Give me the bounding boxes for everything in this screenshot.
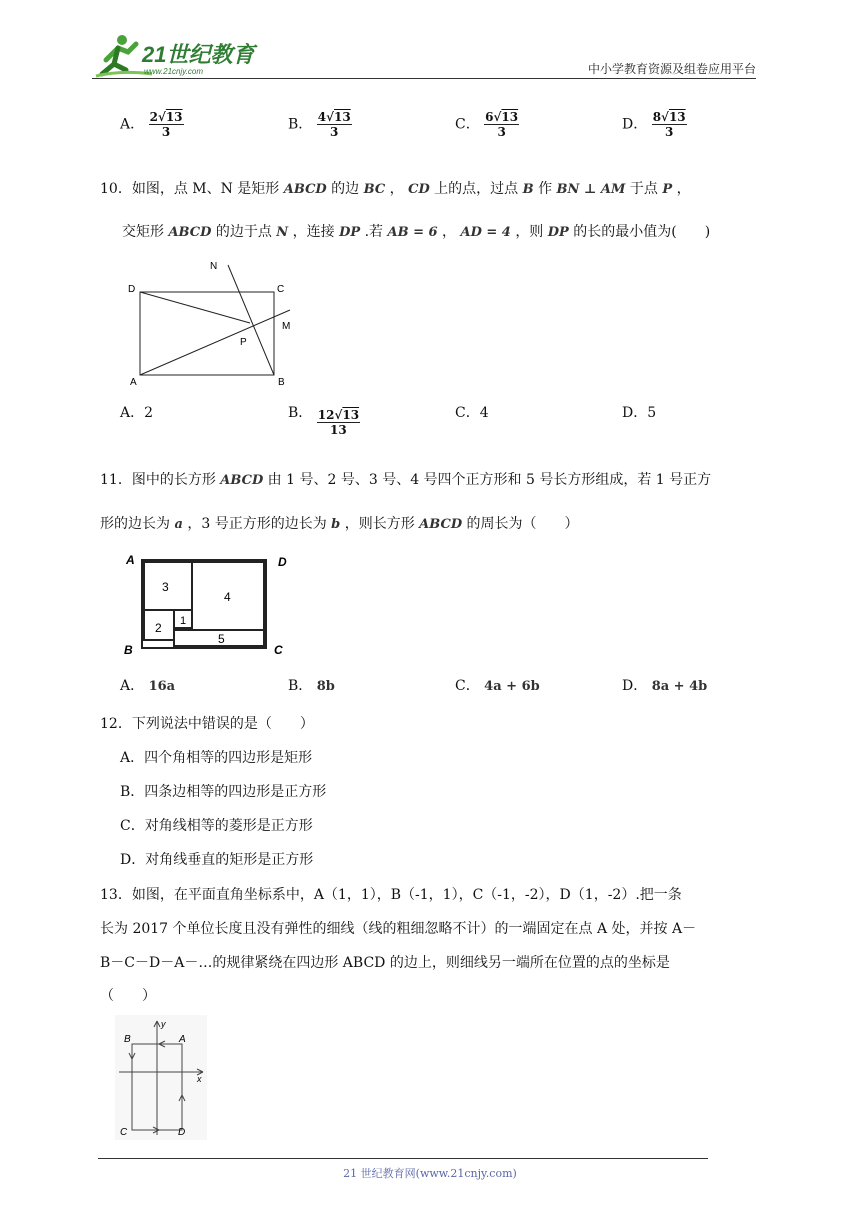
q13-label-d: D [178, 1127, 186, 1138]
q10-figure [120, 255, 300, 390]
q9-option-a: A． $\frac{2√13}{3}$ [120, 110, 183, 139]
logo-url: www.21cnjy.com [144, 67, 203, 76]
q12-option-d: D．对角线垂直的矩形是正方形 [120, 852, 314, 868]
site-logo [92, 30, 262, 82]
q9-option-b: B． $\frac{4√13}{3}$ [288, 110, 351, 139]
q11-label-d: D [278, 555, 287, 569]
q10-label-p: P [240, 337, 247, 348]
q13-label-a: A [179, 1034, 186, 1045]
header-divider [92, 78, 756, 79]
q10-option-d: D．5 [622, 405, 657, 421]
q13-label-x: x [197, 1074, 202, 1084]
q11-label-a: A [126, 553, 135, 567]
q10-label-b: B [278, 377, 285, 388]
q11-option-a: A． 16a [120, 678, 176, 694]
q10-label-d: D [128, 284, 136, 295]
q11-line-1: 11．图中的长方形 ABCD 由 1 号、2 号、3 号、4 号四个正方形和 5 号长方形组成，若 1 号正方 [100, 472, 712, 488]
header-platform-text: 中小学教育资源及组卷应用平台 [587, 62, 756, 76]
q11-label-b: B [124, 643, 133, 657]
q11-figure [120, 550, 300, 660]
q12-option-c: C．对角线相等的菱形是正方形 [120, 818, 313, 834]
q13-figure [115, 1015, 207, 1140]
q10-label-c: C [277, 284, 285, 295]
q12-stem: 12．下列说法中错误的是（ ） [100, 716, 314, 732]
q11-label-4: 4 [224, 590, 231, 604]
q9-option-c: C． $\frac{6√13}{3}$ [455, 110, 519, 139]
q11-label-c: C [274, 643, 283, 657]
q11-label-5: 5 [218, 632, 225, 646]
q13-line-2: 长为 2017 个单位长度且没有弹性的细线（线的粗细忽略不计）的一端固定在点 A 处，并按 A－ [100, 921, 697, 937]
q11-line-2: 形的边长为 a ，3 号正方形的边长为 b ，则长方形 ABCD 的周长为（ ） [100, 516, 579, 532]
q10-line-2: 交矩形 ABCD 的边于点 N ，连接 DP .若 AB = 6 ， AD = 4 ，则 DP 的长的最小值为( ) [122, 224, 711, 240]
q11-label-2: 2 [155, 621, 162, 635]
q10-label-n: N [210, 261, 218, 272]
q9-option-d: D． $\frac{8√13}{3}$ [622, 110, 686, 139]
q11-option-c: C． 4a + 6b [455, 678, 540, 694]
q10-label-m: M [282, 321, 291, 332]
footer-divider [98, 1158, 708, 1159]
q12-option-a: A．四个角相等的四边形是矩形 [120, 750, 313, 766]
q13-line-4: （ ） [100, 988, 156, 1004]
q11-option-b: B． 8b [288, 678, 335, 694]
q10-line-1: 10．如图，点 M、N 是矩形 ABCD 的边 BC ， CD 上的点，过点 B 作 BN ⊥ AM 于点 P ， [100, 181, 691, 197]
q13-line-3: B－C－D－A－…的规律紧绕在四边形 ABCD 的边上，则细线另一端所在位置的点的坐标是 [100, 955, 670, 971]
q11-label-1: 1 [180, 615, 187, 627]
footer-link[interactable]: 21 世纪教育网(www.21cnjy.com) [343, 1167, 517, 1180]
logo-text: 21世纪教育 [142, 42, 255, 67]
q10-label-a: A [130, 377, 137, 388]
q13-label-b: B [124, 1034, 131, 1045]
q13-label-c: C [120, 1127, 128, 1138]
q13-line-1: 13．如图，在平面直角坐标系中，A（1，1），B（-1，1），C（-1，-2），D（1，-2）.把一条 [100, 887, 682, 903]
q10-option-c: C．4 [455, 405, 489, 421]
q10-option-a: A．2 [120, 405, 154, 421]
q13-label-y: y [161, 1019, 166, 1029]
q10-option-b: B． $\frac{12√13}{13}$ [288, 405, 360, 437]
q11-label-3: 3 [162, 580, 169, 594]
q12-option-b: B．四条边相等的四边形是正方形 [120, 784, 327, 800]
q11-option-d: D． 8a + 4b [622, 678, 708, 694]
